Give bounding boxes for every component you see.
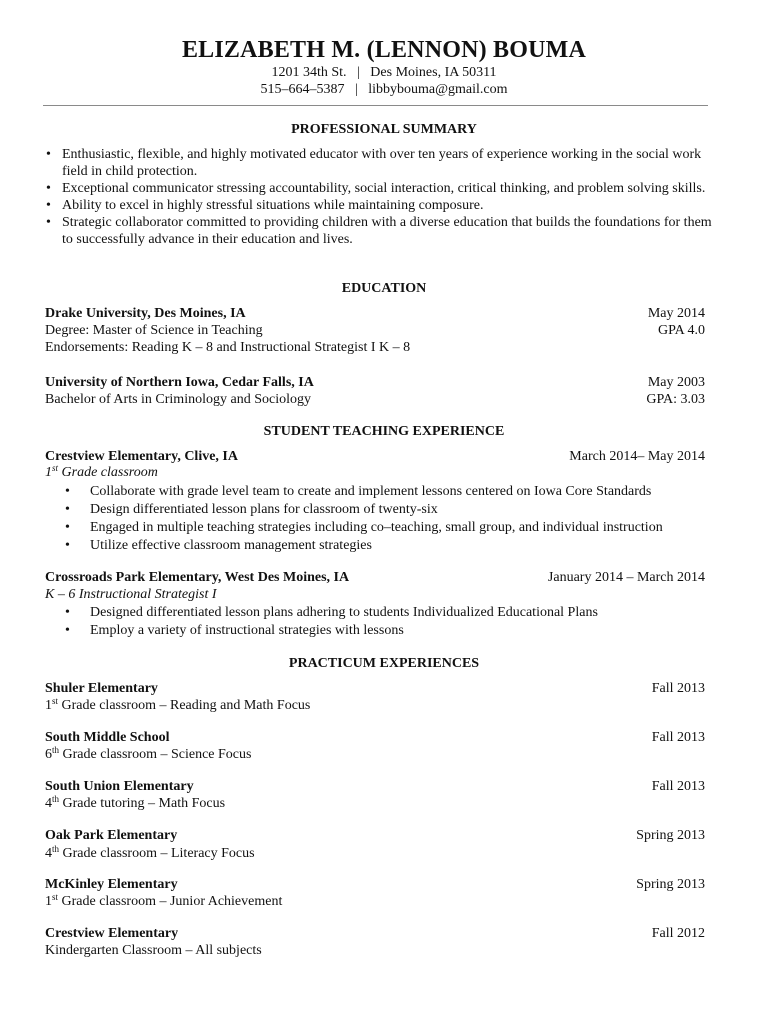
duty-item: • Design differentiated lesson plans for classroom of twenty-six — [65, 502, 438, 517]
duty-item: • Utilize effective classroom management strategies — [65, 538, 372, 553]
placement-role: 1st Grade classroom — [45, 463, 158, 480]
summary-list — [45, 146, 725, 248]
placement-dates: March 2014– May 2014 — [569, 449, 705, 464]
practicum-term: Spring 2013 — [636, 828, 705, 843]
practicum-term: Fall 2013 — [651, 779, 705, 794]
practicum-school: South Middle School — [45, 730, 170, 745]
education-detail — [45, 391, 705, 408]
placement-role: K – 6 Instructional Strategist I — [45, 587, 217, 602]
gpa: GPA: 3.03 — [646, 392, 705, 407]
practicum-heading: PRACTICUM EXPERIENCES — [288, 656, 480, 671]
practicum-header — [45, 729, 705, 746]
practicum-header — [45, 827, 705, 844]
practicum-header — [45, 778, 705, 795]
summary-item: • Strategic collaborator committed to providing children with a diverse education that builds the foundations for them to successfully advance in their education and lives. — [46, 215, 712, 247]
practicum-header — [45, 925, 705, 942]
practicum-term: Fall 2013 — [651, 730, 705, 745]
education-detail — [45, 339, 705, 356]
education-school — [45, 374, 705, 391]
education-heading: EDUCATION — [341, 281, 427, 296]
summary-item: • Ability to excel in highly stressful situations while maintaining composure. — [46, 198, 484, 213]
practicum-desc: 1st Grade classroom – Reading and Math Focus — [45, 696, 311, 713]
practicum-desc: 4th Grade tutoring – Math Focus — [45, 794, 226, 811]
practicum-school: McKinley Elementary — [45, 877, 178, 892]
contact-line: 515–664–5387 | libbybouma@gmail.com — [260, 82, 508, 97]
header-divider — [43, 105, 708, 106]
placement-school: Crossroads Park Elementary, West Des Moines, IA — [45, 570, 350, 585]
degree: Degree: Master of Science in Teaching — [45, 323, 263, 338]
practicum-desc: 1st Grade classroom – Junior Achievement — [45, 892, 283, 909]
endorsements: Endorsements: Reading K – 8 and Instructional Strategist I K – 8 — [45, 340, 411, 355]
placement-header — [45, 448, 705, 465]
practicum-desc: 4th Grade classroom – Literacy Focus — [45, 844, 255, 861]
placement-school: Crestview Elementary, Clive, IA — [45, 449, 238, 464]
summary-item: • Exceptional communicator stressing accountability, social interaction, critical thinking, and problem solving skills. — [46, 181, 706, 196]
placement-duties — [45, 483, 705, 555]
practicum-header — [45, 876, 705, 893]
practicum-term: Fall 2012 — [651, 926, 705, 941]
summary-item: • Enthusiastic, flexible, and highly motivated educator with over ten years of experience working in the social work field in child protection. — [46, 147, 702, 179]
education-detail — [45, 322, 705, 339]
address-line: 1201 34th St. | Des Moines, IA 50311 — [271, 65, 497, 80]
graduation-date: May 2014 — [647, 306, 705, 321]
placement-duties — [45, 604, 705, 640]
school-name: Drake University, Des Moines, IA — [45, 306, 246, 321]
graduation-date: May 2003 — [647, 375, 705, 390]
duty-item: • Collaborate with grade level team to create and implement lessons centered on Iowa Core Standards — [65, 484, 652, 499]
practicum-header — [45, 680, 705, 697]
gpa: GPA 4.0 — [658, 323, 705, 338]
practicum-school: South Union Elementary — [45, 779, 194, 794]
school-name: University of Northern Iowa, Cedar Falls, IA — [45, 375, 314, 390]
duty-item: • Designed differentiated lesson plans adhering to students Individualized Educational Plans — [65, 605, 598, 620]
duty-item: • Employ a variety of instructional strategies with lessons — [65, 623, 404, 638]
education-school — [45, 305, 705, 322]
practicum-term: Spring 2013 — [636, 877, 705, 892]
duty-item: • Engaged in multiple teaching strategies including co–teaching, small group, and individual instruction — [65, 520, 663, 535]
practicum-desc: 6th Grade classroom – Science Focus — [45, 745, 252, 762]
placement-dates: January 2014 – March 2014 — [547, 570, 705, 585]
practicum-term: Fall 2013 — [651, 681, 705, 696]
resume-name: ELIZABETH M. (LENNON) BOUMA — [181, 37, 587, 63]
student-teaching-heading: STUDENT TEACHING EXPERIENCE — [263, 424, 505, 439]
placement-header — [45, 569, 705, 586]
practicum-school: Shuler Elementary — [45, 681, 158, 696]
practicum-school: Oak Park Elementary — [45, 828, 178, 843]
practicum-desc: Kindergarten Classroom – All subjects — [45, 943, 262, 958]
practicum-school: Crestview Elementary — [45, 926, 179, 941]
summary-heading: PROFESSIONAL SUMMARY — [291, 122, 477, 137]
degree: Bachelor of Arts in Criminology and Sociology — [45, 392, 311, 407]
